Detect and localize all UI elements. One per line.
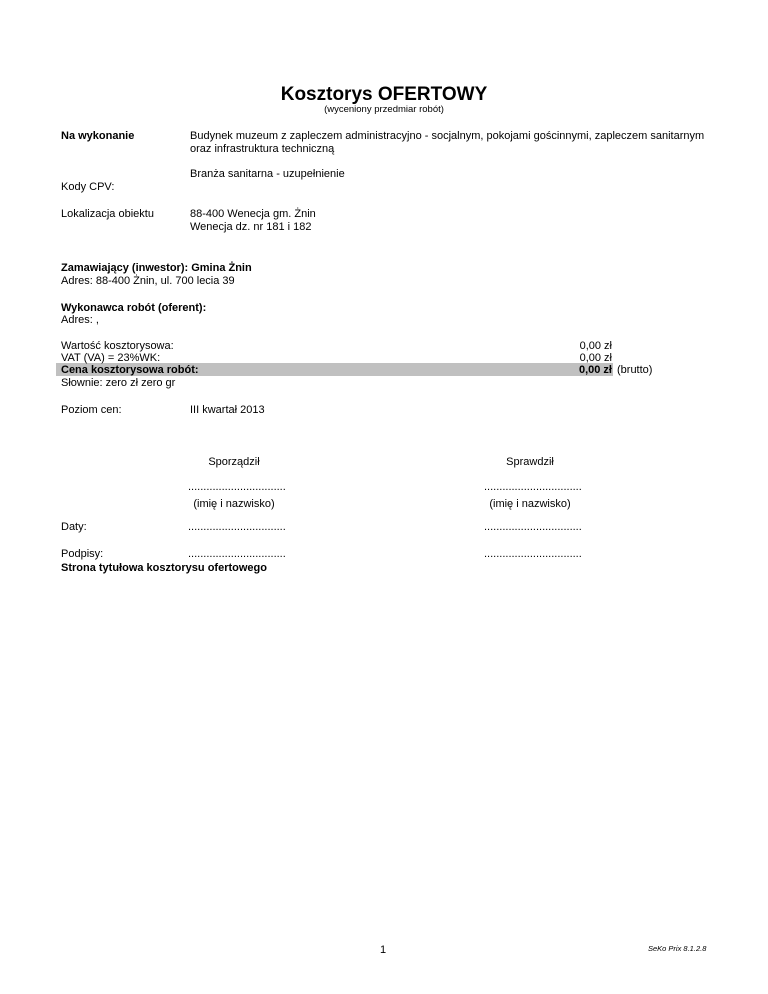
lokalizacja-line2: Wenecja dz. nr 181 i 182 (190, 221, 312, 233)
wartosc-value: 0,00 zł (579, 340, 612, 352)
document-title: Kosztorys OFERTOWY (280, 84, 488, 105)
daty-label: Daty: (61, 521, 87, 533)
vat-value: 0,00 zł (579, 352, 612, 364)
sprawdzil-imie: (imię i nazwisko) (489, 498, 571, 510)
sporzadzil-label: Sporządził (208, 456, 260, 468)
sporzadzil-dots: ................................ (188, 481, 286, 493)
document-subtitle: (wyceniony przedmiar robót) (324, 104, 444, 115)
zamawiajacy-address: Adres: 88-400 Żnin, ul. 700 lecia 39 (61, 275, 235, 287)
wartosc-label: Wartość kosztorysowa: (61, 340, 174, 352)
na-wykonanie-value: Budynek muzeum z zapleczem administracyjno - socjalnym, pokojami gościnnymi, zapleczem sanitarnym oraz infrastruktura techniczną (190, 130, 705, 155)
lokalizacja-line1: 88-400 Wenecja gm. Żnin (190, 208, 316, 220)
podpisy-dots-left: ................................ (188, 548, 286, 560)
slownie-text: Słownie: zero zł zero gr (61, 377, 176, 389)
cena-value: 0,00 zł (578, 364, 612, 376)
kody-cpv-label: Kody CPV: (61, 181, 115, 193)
sprawdzil-dots: ................................ (484, 481, 582, 493)
zamawiajacy-heading: Zamawiający (inwestor): Gmina Żnin (61, 262, 252, 274)
poziom-cen-value: III kwartał 2013 (190, 404, 265, 416)
cena-label: Cena kosztorysowa robót: (61, 364, 199, 376)
podpisy-label: Podpisy: (61, 548, 104, 560)
software-version: SeKo Prix 8.1.2.8 (648, 944, 707, 953)
daty-dots-left: ................................ (188, 521, 286, 533)
podpisy-dots-right: ................................ (484, 548, 582, 560)
na-wykonanie-label: Na wykonanie (61, 130, 135, 142)
branza-value: Branża sanitarna - uzupełnienie (190, 168, 345, 180)
page-number: 1 (380, 944, 387, 956)
poziom-cen-label: Poziom cen: (61, 404, 122, 416)
brutto-note: (brutto) (617, 364, 653, 376)
sprawdzil-label: Sprawdził (506, 456, 554, 468)
vat-label: VAT (VA) = 23%WK: (61, 352, 161, 364)
wykonawca-address: Adres: , (61, 314, 99, 326)
wykonawca-heading: Wykonawca robót (oferent): (61, 302, 207, 314)
sporzadzil-imie: (imię i nazwisko) (193, 498, 275, 510)
strona-tytulowa-label: Strona tytułowa kosztorysu ofertowego (61, 562, 267, 574)
lokalizacja-label: Lokalizacja obiektu (61, 208, 154, 220)
daty-dots-right: ................................ (484, 521, 582, 533)
